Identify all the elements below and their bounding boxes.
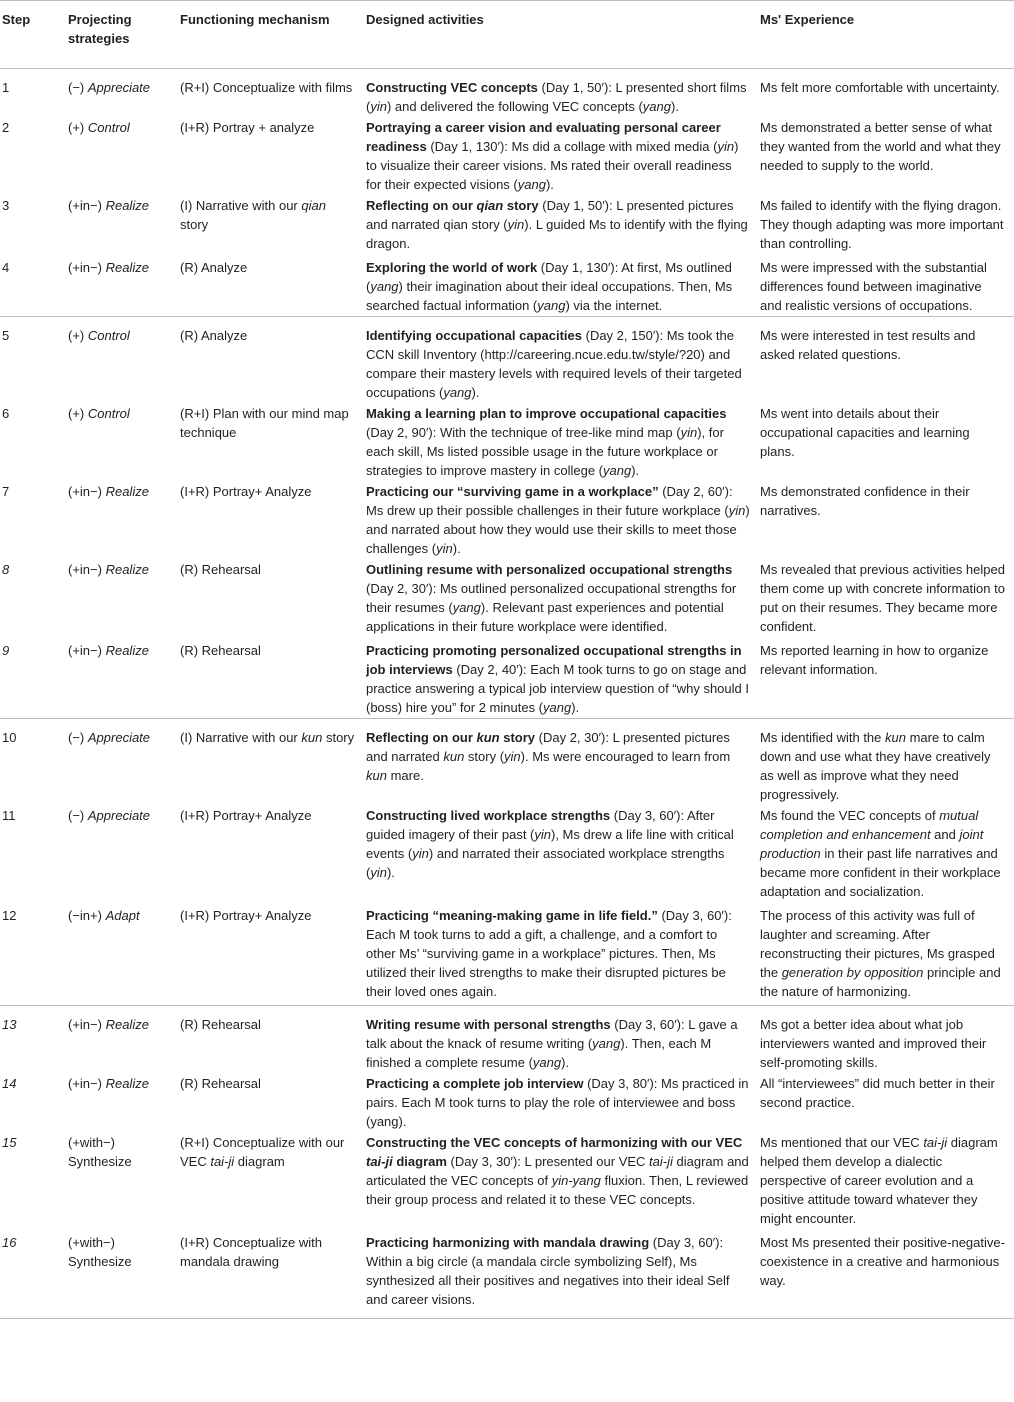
cell-step: 3 bbox=[2, 198, 10, 213]
cell-mechanism: (I+R) Portray+ Analyze bbox=[180, 908, 312, 923]
cell-step: 12 bbox=[2, 908, 17, 923]
cell-activities: Portraying a career vision and evaluating personal career readiness (Day 1, 130′): Ms did a collage with mixed media (yin) to visualize their career visions. Ms rated their overall readiness for their expected visions (yang). bbox=[366, 120, 739, 192]
cell-mechanism: (I) Narrative with our kun story bbox=[178, 719, 364, 806]
table-row bbox=[0, 1232, 1014, 1319]
cell-experience: Ms went into details about their occupational capacities and learning plans. bbox=[760, 406, 970, 459]
cell-mechanism: (R) Analyze bbox=[180, 260, 248, 275]
cell-experience: Ms demonstrated a better sense of what they wanted from the world and what they needed to supply to the world. bbox=[760, 120, 1001, 173]
table-row bbox=[0, 640, 1014, 719]
cell-step: 11 bbox=[2, 808, 16, 823]
table-row bbox=[0, 403, 1014, 481]
cell-activities: Practicing harmonizing with mandala drawing (Day 3, 60′): Within a big circle (a mandala circle symbolizing Self), Ms synthesized all their positives and negatives into their ideal Self and career visions. bbox=[364, 1232, 758, 1319]
cell-mechanism: (R+I) Plan with our mind map technique bbox=[180, 406, 349, 440]
cell-strategy: (+with−) Synthesize bbox=[68, 1135, 132, 1169]
cell-step: 15 bbox=[2, 1135, 17, 1150]
cell-experience: Ms were interested in test results and asked related questions. bbox=[758, 317, 1014, 404]
cell-experience: Ms demonstrated confidence in their narratives. bbox=[760, 484, 970, 518]
cell-activities: Exploring the world of work (Day 1, 130′): At first, Ms outlined (yang) their imagination about their ideal occupations. Then, Ms searched factual information (yang) via the internet. bbox=[366, 260, 733, 313]
cell-experience: Ms mentioned that our VEC tai-ji diagram helped them develop a dialectic perspective of career evolution and a positive attitude toward whatever they might encounter. bbox=[760, 1135, 998, 1226]
cell-step: 8 bbox=[2, 562, 10, 577]
cell-experience: The process of this activity was full of laughter and screaming. After reconstructing their pictures, Ms grasped the generation by opposition principle and the nature of harmonizing. bbox=[760, 908, 1001, 999]
cell-experience: Ms reported learning in how to organize relevant information. bbox=[760, 643, 989, 677]
cell-activities: Reflecting on our qian story (Day 1, 50′): L presented pictures and narrated qian story (yin). L guided Ms to identify with the flying dragon. bbox=[366, 198, 748, 251]
cell-step: 5 bbox=[0, 317, 66, 404]
cell-step: 2 bbox=[2, 120, 10, 135]
cell-mechanism: (R) Analyze bbox=[178, 317, 364, 404]
cell-strategy: (+in−) Realize bbox=[68, 260, 149, 275]
table-row bbox=[0, 117, 1014, 195]
cell-activities: Constructing the VEC concepts of harmonizing with our VEC tai-ji diagram (Day 3, 30′): L presented our VEC tai-ji diagram and articulated the VEC concepts of yin-yang fluxion. Then, L reviewed their group process and related it to these VEC concepts. bbox=[366, 1135, 749, 1207]
cell-experience: Ms got a better idea about what job interviewers wanted and improved their self-promoting skills. bbox=[758, 1006, 1014, 1074]
table-row bbox=[0, 1132, 1014, 1232]
cell-mechanism: (R) Rehearsal bbox=[180, 562, 261, 577]
header-experience: Ms' Experience bbox=[758, 1, 1014, 69]
cell-step: 1 bbox=[2, 80, 10, 95]
cell-step: 6 bbox=[2, 406, 10, 421]
cell-strategy: (+in−) Realize bbox=[68, 484, 149, 499]
cell-step: 4 bbox=[2, 260, 10, 275]
cell-step: 7 bbox=[2, 484, 10, 499]
cell-strategy: (−in+) Adapt bbox=[68, 908, 140, 923]
cell-activities: Outlining resume with personalized occupational strengths (Day 2, 30′): Ms outlined personalized occupational strengths for their resumes (yang). Relevant past experiences and potential applications in their future workplace were identified. bbox=[366, 562, 737, 634]
table-row bbox=[0, 317, 1014, 404]
cell-experience: Ms found the VEC concepts of mutual completion and enhancement and joint production in their past life narratives and became more confident in their workplace adaptation and socialization. bbox=[760, 808, 1001, 899]
cell-strategy: (+) Control bbox=[68, 406, 130, 421]
cell-mechanism: (I+R) Conceptualize with mandala drawing bbox=[178, 1232, 364, 1319]
cell-mechanism: (I+R) Portray + analyze bbox=[180, 120, 315, 135]
header-mechanism: Functioning mechanism bbox=[178, 1, 364, 69]
cell-activities: Reflecting on our kun story (Day 2, 30′): L presented pictures and narrated kun story (yin). Ms were encouraged to learn from kun mare. bbox=[364, 719, 758, 806]
cell-step: 14 bbox=[2, 1076, 17, 1091]
cell-experience: Ms were impressed with the substantial differences found between imaginative and realistic versions of occupations. bbox=[760, 260, 987, 313]
cell-experience: Ms identified with the kun mare to calm down and use what they have creatively as well as improve what they need progressively. bbox=[758, 719, 1014, 806]
cell-strategy: (+in−) Realize bbox=[68, 643, 149, 658]
table-row bbox=[0, 719, 1014, 806]
cell-strategy: (+in−) Realize bbox=[68, 1076, 149, 1091]
cell-strategy: (−) Appreciate bbox=[68, 80, 151, 95]
table-row bbox=[0, 1006, 1014, 1074]
cell-step: 9 bbox=[2, 643, 10, 658]
header-strategy: Projecting strategies bbox=[66, 1, 178, 69]
cell-mechanism: (R) Rehearsal bbox=[180, 643, 261, 658]
cell-activities: Identifying occupational capacities (Day 2, 150′): Ms took the CCN skill Inventory (http://careering.ncue.edu.tw/style/?20) and compare their mastery levels with required levels of their targeted occupations (yang). bbox=[364, 317, 758, 404]
table-row bbox=[0, 195, 1014, 257]
cell-mechanism: (R+I) Conceptualize with our VEC tai-ji diagram bbox=[180, 1135, 345, 1169]
cell-mechanism: (I+R) Portray+ Analyze bbox=[180, 808, 312, 823]
cell-strategy: (+in−) Realize bbox=[66, 1006, 178, 1074]
cell-activities: Practicing our “surviving game in a workplace” (Day 2, 60′): Ms drew up their possible challenges in their future workplace (yin) and narrated about how they would use their skills to meet those challenges (yin). bbox=[366, 484, 750, 556]
cell-mechanism: (I) Narrative with our qian story bbox=[180, 198, 326, 232]
cell-activities: Constructing VEC concepts (Day 1, 50′): L presented short films (yin) and delivered the following VEC concepts (yang). bbox=[366, 80, 747, 114]
table-body bbox=[0, 69, 1014, 1319]
cell-activities: Making a learning plan to improve occupational capacities (Day 2, 90′): With the technique of tree-like mind map (yin), for each skill, Ms listed possible usage in the future workplace or strategies to improve mastery in college (yang). bbox=[366, 406, 727, 478]
cell-mechanism: (I+R) Portray+ Analyze bbox=[180, 484, 312, 499]
cell-mechanism: (R) Rehearsal bbox=[178, 1006, 364, 1074]
header-activities: Designed activities bbox=[364, 1, 758, 69]
cell-strategy: (+) Control bbox=[68, 120, 130, 135]
table-row bbox=[0, 69, 1014, 118]
cell-strategy: (−) Appreciate bbox=[66, 719, 178, 806]
cell-step: 13 bbox=[0, 1006, 66, 1074]
cell-experience: All “interviewees” did much better in their second practice. bbox=[760, 1076, 995, 1110]
cell-experience: Ms failed to identify with the flying dragon. They though adapting was more important than controlling. bbox=[760, 198, 1004, 251]
table-row bbox=[0, 481, 1014, 559]
cell-experience: Ms revealed that previous activities helped them come up with concrete information to put on their resumes. They became more confident. bbox=[760, 562, 1005, 634]
cell-mechanism: (R) Rehearsal bbox=[180, 1076, 261, 1091]
table-row bbox=[0, 805, 1014, 905]
cell-activities: Writing resume with personal strengths (Day 3, 60′): L gave a talk about the knack of resume writing (yang). Then, each M finished a complete resume (yang). bbox=[364, 1006, 758, 1074]
cell-strategy: (+) Control bbox=[66, 317, 178, 404]
cell-activities: Practicing “meaning-making game in life field.” (Day 3, 60′): Each M took turns to add a gift, a challenge, and a comfort to other Ms’ “surviving game in a workplace” pictures. Then, Ms utilized their lived strengths to make their disrupted pictures be their loved ones again. bbox=[366, 908, 732, 999]
table-row bbox=[0, 905, 1014, 1006]
cell-experience: Most Ms presented their positive-negative-coexistence in a creative and harmonious way. bbox=[758, 1232, 1014, 1319]
cell-step: 16 bbox=[0, 1232, 66, 1319]
cell-strategy: (−) Appreciate bbox=[68, 808, 151, 823]
header-row bbox=[0, 1, 1014, 69]
cell-step: 10 bbox=[0, 719, 66, 806]
cell-activities: Practicing promoting personalized occupational strengths in job interviews (Day 2, 40′): Each M took turns to go on stage and practice answering a typical job interview question of “why should I (boss) hire you” for 2 minutes (yang). bbox=[366, 643, 749, 715]
cell-activities: Constructing lived workplace strengths (Day 3, 60′): After guided imagery of their past (yin), Ms drew a life line with critical events (yin) and narrated their associated workplace strengths (yin). bbox=[366, 808, 734, 880]
cell-strategy: (+in−) Realize bbox=[68, 198, 149, 213]
cell-strategy: (+in−) Realize bbox=[68, 562, 149, 577]
table-row bbox=[0, 257, 1014, 317]
table-row bbox=[0, 559, 1014, 640]
cell-strategy: (+with−) Synthesize bbox=[66, 1232, 178, 1319]
cell-experience: Ms felt more comfortable with uncertainty. bbox=[760, 80, 1000, 95]
cell-activities: Practicing a complete job interview (Day 3, 80′): Ms practiced in pairs. Each M took turns to play the role of interviewee and boss (yang). bbox=[366, 1076, 749, 1129]
table-row bbox=[0, 1073, 1014, 1132]
cell-mechanism: (R+I) Conceptualize with films bbox=[180, 80, 353, 95]
header-step: Step bbox=[0, 1, 66, 69]
